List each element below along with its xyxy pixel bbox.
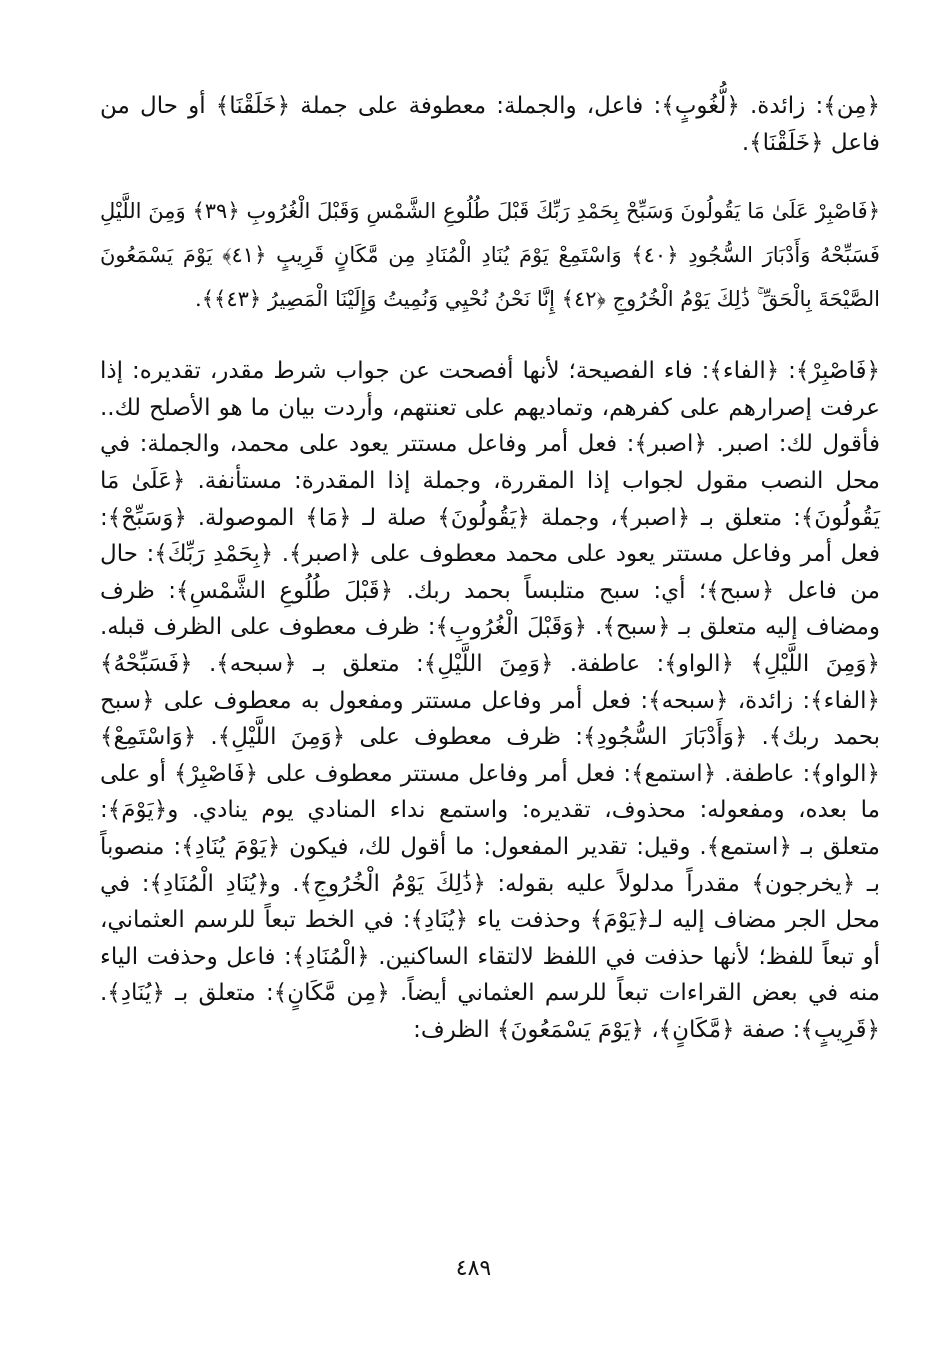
intro-paragraph: ﴿مِن﴾: زائدة. ﴿لُّغُوبٍ﴾: فاعل، والجملة: معطوفة على جملة ﴿خَلَقْنَا﴾ أو حال من فاعل ﴿خَلَقْنَا﴾. <box>100 93 880 156</box>
book-page <box>100 88 880 1048</box>
quran-verse-block: ﴿فَاصْبِرْ عَلَىٰ مَا يَقُولُونَ وَسَبِّحْ بِحَمْدِ رَبِّكَ قَبْلَ طُلُوعِ الشَّمْسِ وَقَبْلَ الْغُرُوبِ ﴿٣٩﴾ وَمِنَ اللَّيْلِ فَسَبِّحْهُ وَأَدْبَارَ السُّجُودِ ﴿٤٠﴾ وَاسْتَمِعْ يَوْمَ يُنَادِ الْمُنَادِ مِن مَّكَانٍ قَرِيبٍ ﴿٤١﴾ يَوْمَ يَسْمَعُونَ الصَّيْحَةَ بِالْحَقِّ ۚ ذَٰلِكَ يَوْمُ الْخُرُوجِ ﴿٤٢﴾ إِنَّا نَحْنُ نُحْيِي وَنُمِيتُ وَإِلَيْنَا الْمَصِيرُ ﴿٤٣﴾﴾. <box>100 199 880 312</box>
page-number: ٤٨٩ <box>455 1256 492 1281</box>
grammatical-analysis-paragraph: ﴿فَاصْبِرْ﴾: ﴿الفاء﴾: فاء الفصيحة؛ لأنها أفصحت عن جواب شرط مقدر، تقديره: إذا عرفت إصرارهم على كفرهم، وتماديهم على تعنتهم، وأردت بيان ما هو الأصلح لك.. فأقول لك: اصبر. ﴿اصبر﴾: فعل أمر وفاعل مستتر يعود على محمد، والجملة: في محل النصب مقول لجواب إذا المقررة، وجملة إذا المقدرة: مستأنفة. ﴿عَلَىٰ مَا يَقُولُونَ﴾: متعلق بـ ﴿اصبر﴾، وجملة ﴿يَقُولُونَ﴾ صلة لـ ﴿مَا﴾ الموصولة. ﴿وَسَبِّحْ﴾: فعل أمر وفاعل مستتر يعود على محمد معطوف على ﴿اصبر﴾. ﴿بِحَمْدِ رَبِّكَ﴾: حال من فاعل ﴿سبح﴾؛ أي: سبح متلبساً بحمد ربك. ﴿قَبْلَ طُلُوعِ الشَّمْسِ﴾: ظرف ومضاف إليه متعلق بـ ﴿سبح﴾. ﴿وَقَبْلَ الْغُرُوبِ﴾: ظرف معطوف على الظرف قبله. ﴿وَمِنَ اللَّيْلِ﴾ ﴿الواو﴾: عاطفة. ﴿وَمِنَ اللَّيْلِ﴾: متعلق بـ ﴿سبحه﴾. ﴿فَسَبِّحْهُ﴾ ﴿الفاء﴾: زائدة، ﴿سبحه﴾: فعل أمر وفاعل مستتر ومفعول به معطوف على ﴿سبح بحمد ربك﴾. ﴿وَأَدْبَارَ السُّجُودِ﴾: ظرف معطوف على ﴿وَمِنَ اللَّيْلِ﴾. ﴿وَاسْتَمِعْ﴾ ﴿الواو﴾: عاطفة. ﴿استمع﴾: فعل أمر وفاعل مستتر معطوف على ﴿فَاصْبِرْ﴾ أو على ما بعده، ومفعوله: محذوف، تقديره: واستمع نداء المنادي يوم ينادي. و﴿يَوْمَ﴾: متعلق بـ ﴿استمع﴾. وقيل: تقدير المفعول: ما أقول لك، فيكون ﴿يَوْمَ يُنَادِ﴾: منصوباً بـ ﴿يخرجون﴾ مقدراً مدلولاً عليه بقوله: ﴿ذَٰلِكَ يَوْمُ الْخُرُوجِ﴾. و﴿يُنَادِ الْمُنَادِ﴾: في محل الجر مضاف إليه لـ﴿يَوْمَ﴾ وحذفت ياء ﴿يُنَادِ﴾: في الخط تبعاً للرسم العثماني، أو تبعاً للفظ؛ لأنها حذفت في اللفظ لالتقاء الساكنين. ﴿الْمُنَادِ﴾: فاعل وحذفت الياء منه في بعض القراءات تبعاً للرسم العثماني أيضاً. ﴿مِن مَّكَانٍ﴾: متعلق بـ ﴿يُنَادِ﴾. ﴿قَرِيبٍ﴾: صفة ﴿مَّكَانٍ﴾، ﴿يَوْمَ يَسْمَعُونَ﴾ الظرف: <box>100 358 880 1043</box>
